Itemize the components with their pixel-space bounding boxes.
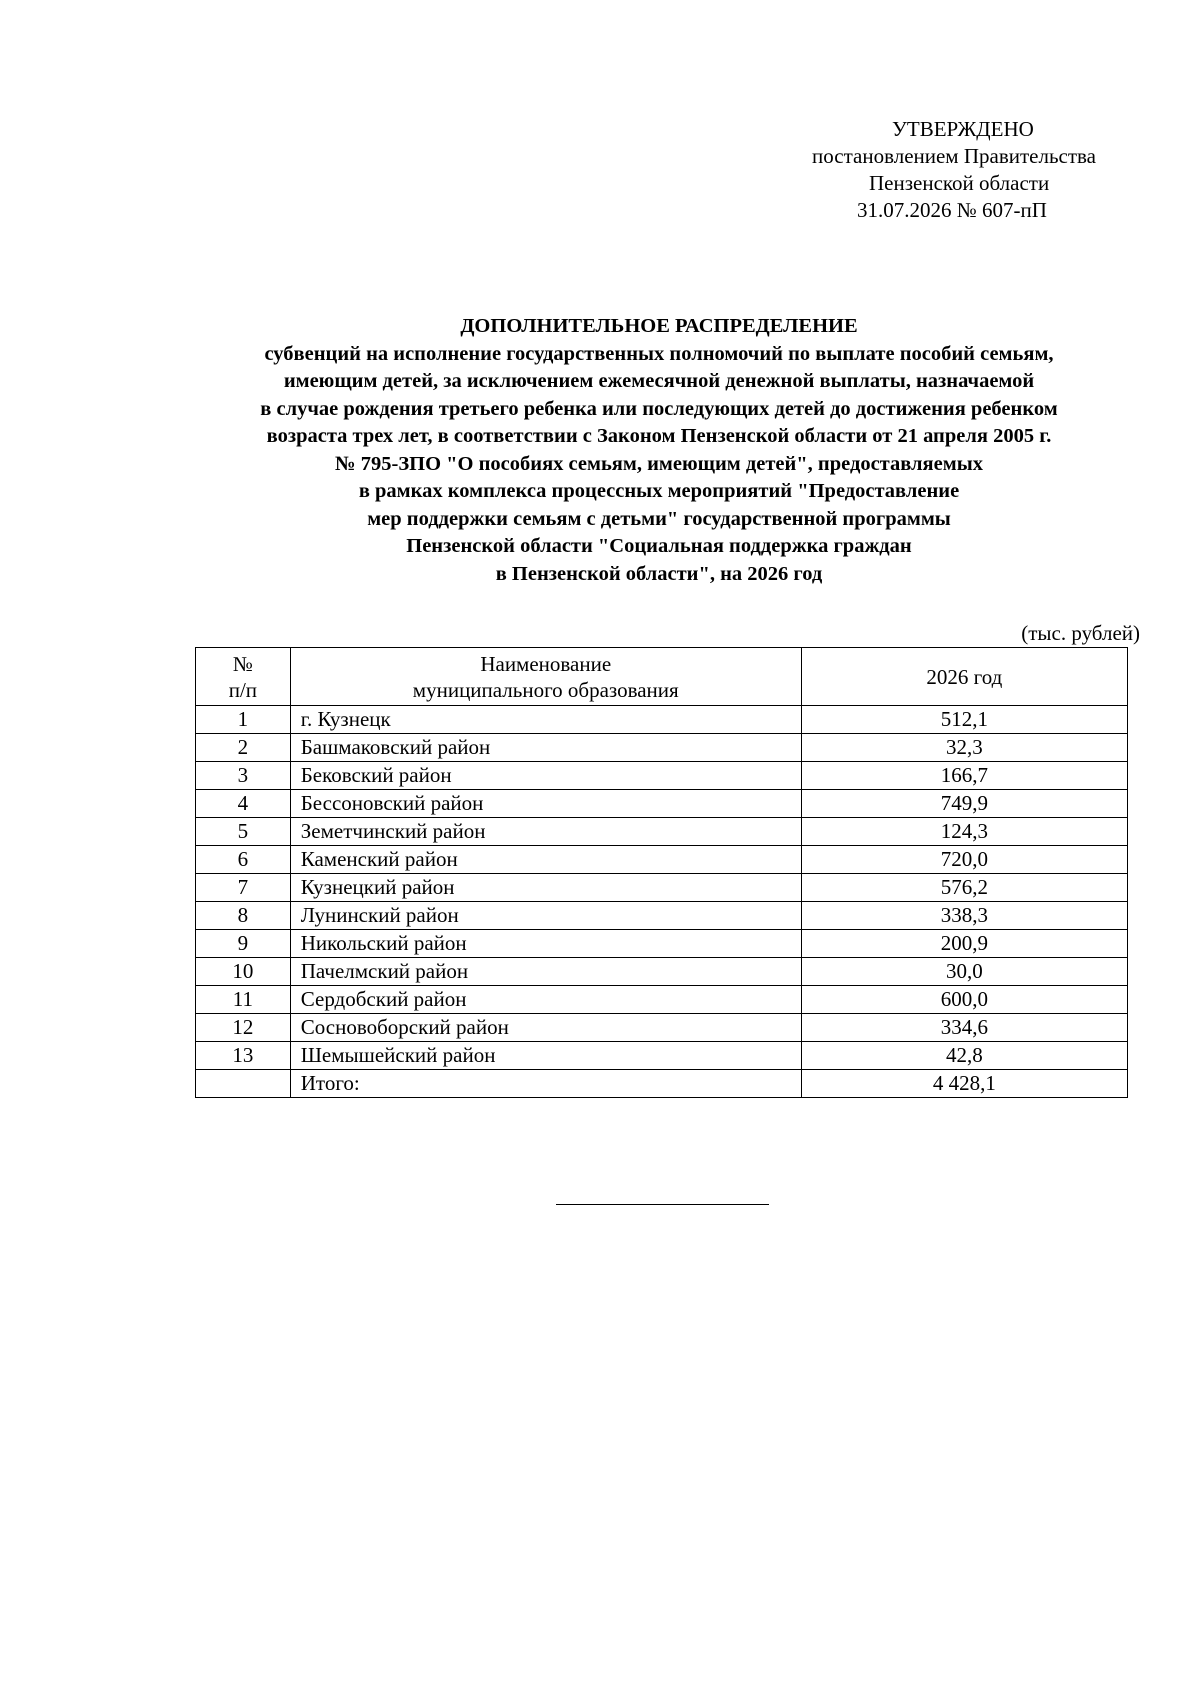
- table-row: [196, 930, 1128, 958]
- approval-stamp: [800, 116, 1140, 224]
- header-name-line2: муниципального образования: [412, 677, 679, 702]
- title-line: имеющим детей, за исключением ежемесячной денежной выплаты, назначаемой: [283, 370, 1035, 392]
- document-title: [120, 313, 1198, 588]
- row-amount: 166,7: [801, 762, 1127, 790]
- row-municipality: Бековский район: [290, 762, 801, 790]
- row-municipality: Шемышейский район: [290, 1042, 801, 1070]
- row-municipality: Итого:: [290, 1070, 801, 1098]
- row-number: 12: [196, 1014, 291, 1042]
- header-number: [196, 648, 291, 706]
- row-amount: 576,2: [801, 874, 1127, 902]
- table-header-row: [196, 648, 1128, 706]
- row-municipality: Башмаковский район: [290, 734, 801, 762]
- row-municipality: Земетчинский район: [290, 818, 801, 846]
- approval-heading: УТВЕРЖДЕНО: [892, 117, 1034, 141]
- header-name: [290, 648, 801, 706]
- title-line: мер поддержки семьям с детьми" государственной программы: [367, 507, 951, 530]
- table-row: [196, 1014, 1128, 1042]
- row-amount: 200,9: [801, 930, 1127, 958]
- closing-divider: [556, 1204, 769, 1205]
- approval-date-number: 31.07.2026 № 607-пП: [857, 198, 1047, 222]
- row-amount: 720,0: [801, 846, 1127, 874]
- row-municipality: Лунинский район: [290, 902, 801, 930]
- row-number: [196, 1070, 291, 1098]
- row-amount: 512,1: [801, 706, 1127, 734]
- row-number: 4: [196, 790, 291, 818]
- title-heading: ДОПОЛНИТЕЛЬНОЕ РАСПРЕДЕЛЕНИЕ: [460, 315, 858, 337]
- row-amount: 124,3: [801, 818, 1127, 846]
- distribution-table: [195, 647, 1128, 1098]
- row-number: 1: [196, 706, 291, 734]
- header-value: 2026 год: [801, 648, 1127, 706]
- title-line: № 795-ЗПО "О пособиях семьям, имеющим детей", предоставляемых: [335, 452, 983, 475]
- row-amount: 338,3: [801, 902, 1127, 930]
- row-number: 8: [196, 902, 291, 930]
- table-row: [196, 846, 1128, 874]
- row-amount: 30,0: [801, 958, 1127, 986]
- title-line: субвенций на исполнение государственных полномочий по выплате пособий семьям,: [264, 342, 1054, 365]
- row-amount: 334,6: [801, 1014, 1127, 1042]
- row-amount: 32,3: [801, 734, 1127, 762]
- row-number: 9: [196, 930, 291, 958]
- table-row: [196, 902, 1128, 930]
- row-municipality: Пачелмский район: [290, 958, 801, 986]
- table-row: [196, 762, 1128, 790]
- row-number: 6: [196, 846, 291, 874]
- table-row: [196, 986, 1128, 1014]
- approval-line: Пензенской области: [869, 171, 1050, 195]
- title-line: в Пензенской области", на 2026 год: [495, 562, 823, 585]
- row-number: 5: [196, 818, 291, 846]
- title-line: Пензенской области "Социальная поддержка граждан: [406, 535, 912, 557]
- table-row: [196, 706, 1128, 734]
- title-line: возраста трех лет, в соответствии с Законом Пензенской области от 21 апреля 2005 г.: [266, 425, 1052, 447]
- row-amount: 42,8: [801, 1042, 1127, 1070]
- row-number: 10: [196, 958, 291, 986]
- row-amount: 749,9: [801, 790, 1127, 818]
- table-total-row: [196, 1070, 1128, 1098]
- row-municipality: Никольский район: [290, 930, 801, 958]
- row-municipality: Сердобский район: [290, 986, 801, 1014]
- header-number-line1: №: [232, 651, 253, 676]
- row-number: 13: [196, 1042, 291, 1070]
- row-municipality: Кузнецкий район: [290, 874, 801, 902]
- header-number-line2: п/п: [228, 677, 258, 702]
- row-amount: 4 428,1: [801, 1070, 1127, 1098]
- row-amount: 600,0: [801, 986, 1127, 1014]
- row-number: 2: [196, 734, 291, 762]
- units-label: (тыс. рублей): [1021, 621, 1140, 645]
- table-row: [196, 1042, 1128, 1070]
- approval-line: постановлением Правительства: [812, 144, 1097, 168]
- row-municipality: г. Кузнецк: [290, 706, 801, 734]
- row-number: 7: [196, 874, 291, 902]
- table-row: [196, 790, 1128, 818]
- row-municipality: Сосновоборский район: [290, 1014, 801, 1042]
- row-municipality: Бессоновский район: [290, 790, 801, 818]
- row-municipality: Каменский район: [290, 846, 801, 874]
- row-number: 3: [196, 762, 291, 790]
- title-line: в случае рождения третьего ребенка или последующих детей до достижения ребенком: [260, 397, 1058, 420]
- table-row: [196, 734, 1128, 762]
- table-row: [196, 818, 1128, 846]
- table-body: [196, 706, 1128, 1098]
- table-row: [196, 874, 1128, 902]
- title-line: в рамках комплекса процессных мероприятий "Предоставление: [358, 480, 960, 502]
- row-number: 11: [196, 986, 291, 1014]
- table-row: [196, 958, 1128, 986]
- header-name-line1: Наименование: [480, 651, 612, 676]
